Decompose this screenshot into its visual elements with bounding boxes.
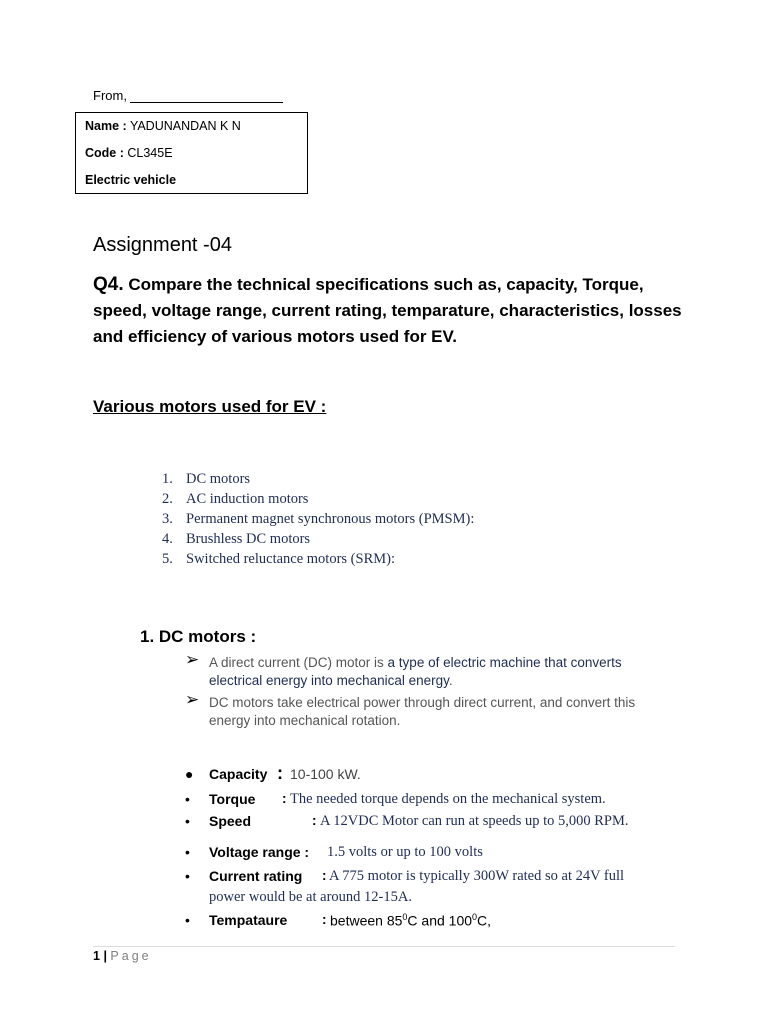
bullet-icon: • bbox=[185, 813, 190, 829]
from-signature-line bbox=[130, 102, 283, 103]
question-number: Q4. bbox=[93, 274, 124, 295]
arrow-bullet-icon: ➢ bbox=[185, 690, 200, 709]
bullet-icon: • bbox=[185, 844, 190, 860]
page-number: 1 bbox=[93, 949, 100, 963]
name-row bbox=[85, 119, 241, 133]
from-label: From, bbox=[93, 88, 127, 103]
list-item: 2. AC induction motors bbox=[162, 491, 309, 507]
list-item: 5. Switched reluctance motors (SRM): bbox=[162, 551, 395, 567]
bullet-icon: • bbox=[185, 912, 190, 928]
question-body: Compare the technical specifications such as, capacity, Torque, speed, voltage range, current rating, temparature, characteristics, losses and efficiency of various motors used for EV. bbox=[93, 275, 682, 346]
list-item: 4. Brushless DC motors bbox=[162, 531, 311, 547]
arrow-bullet-icon: ➢ bbox=[185, 650, 200, 669]
name-value: YADUNANDAN K N bbox=[129, 119, 241, 133]
page-word: Page bbox=[110, 949, 152, 963]
student-info-box bbox=[75, 112, 308, 194]
code-row bbox=[85, 146, 173, 160]
name-label: Name : bbox=[85, 119, 127, 133]
footer-divider bbox=[93, 946, 675, 947]
subject-row bbox=[85, 173, 176, 187]
section-heading: Various motors used for EV : bbox=[93, 397, 327, 416]
page-footer bbox=[93, 949, 152, 963]
motor-list bbox=[162, 469, 474, 569]
assignment-title: Assignment -04 bbox=[93, 234, 232, 256]
footer-separator: | bbox=[103, 949, 107, 963]
bullet-icon: • bbox=[185, 868, 190, 884]
code-value: CL345E bbox=[127, 146, 173, 160]
subject-label: Electric vehicle bbox=[85, 173, 177, 187]
dc-motors-heading: 1. DC motors : bbox=[140, 627, 257, 646]
bullet-icon: • bbox=[185, 791, 190, 807]
bullet-icon: ● bbox=[185, 766, 194, 782]
list-item: 3. Permanent magnet synchronous motors (PMSM): bbox=[162, 511, 475, 527]
list-item: 1. DC motors bbox=[162, 471, 251, 487]
code-label: Code : bbox=[85, 146, 124, 160]
question-text bbox=[93, 272, 683, 350]
